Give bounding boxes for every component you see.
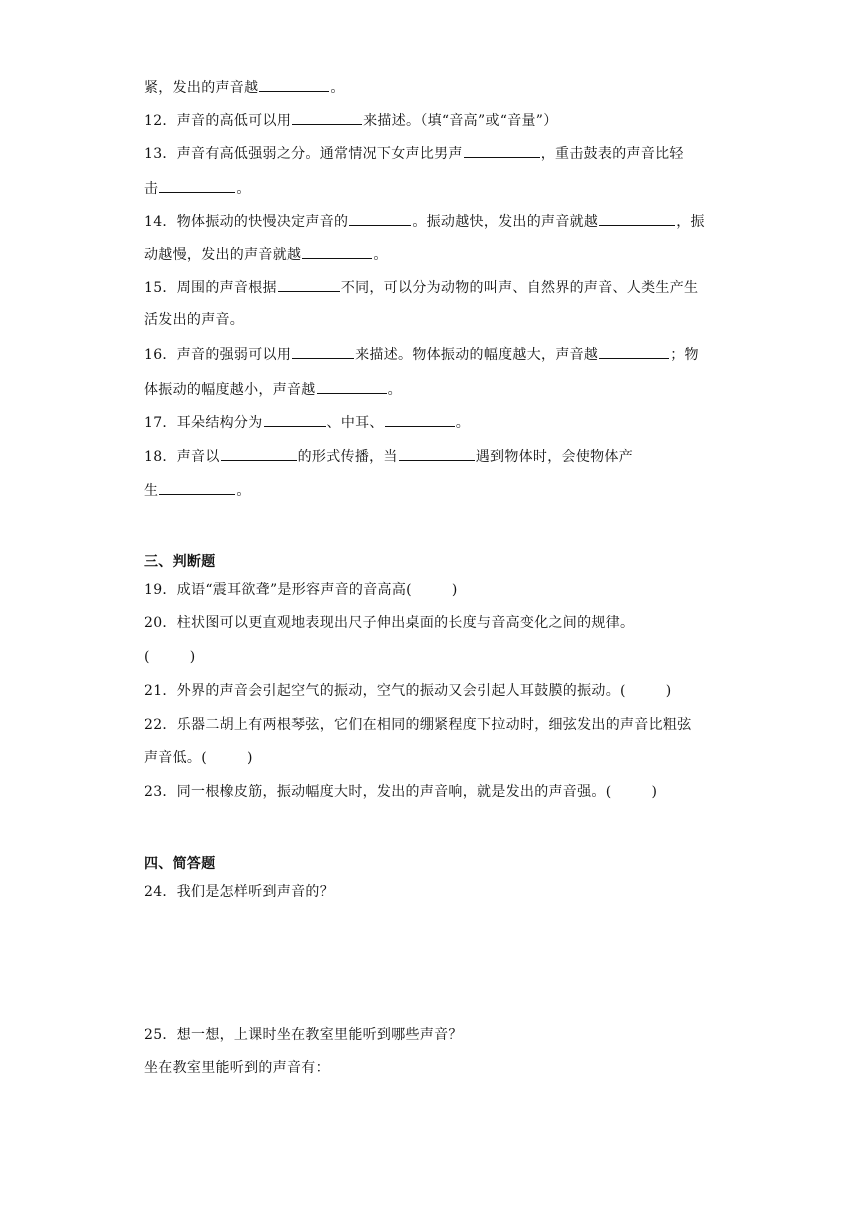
question-21 xyxy=(144,681,672,701)
q16-text-c: ；物 xyxy=(670,347,699,363)
question-13-line1 xyxy=(144,142,684,164)
q16-text-d: 体振动的幅度越小，声音越 xyxy=(144,382,316,398)
q21-text-a: 21．外界的声音会引起空气的振动，空气的振动又会引起人耳鼓膜的振动。( xyxy=(144,683,626,699)
question-22-line2 xyxy=(144,748,253,768)
question-19 xyxy=(144,580,458,600)
q14-text-d: 动越慢，发出的声音就越 xyxy=(144,247,302,263)
q13-text-a: 13．声音有高低强弱之分。通常情况下女声比男声 xyxy=(144,146,463,162)
answer-blank[interactable] xyxy=(159,177,235,193)
q18-text-e: 。 xyxy=(236,483,251,499)
question-16-line1 xyxy=(144,343,699,365)
answer-blank[interactable] xyxy=(292,343,354,359)
q22-text-c: ) xyxy=(246,750,253,766)
answer-blank[interactable] xyxy=(259,76,329,92)
q15-text-c: 活发出的声音。 xyxy=(144,312,245,328)
q18-text-c: 遇到物体时，会使物体产 xyxy=(475,449,634,465)
q22-text-b: 声音低。( xyxy=(144,750,207,766)
question-25-line1: 25．想一想，上课时坐在教室里能听到哪些声音？ xyxy=(144,1027,463,1043)
question-24: 24．我们是怎样听到声音的？ xyxy=(144,884,335,900)
question-25-line2: 坐在教室里能听到的声音有： xyxy=(144,1060,330,1076)
q18-text-b: 的形式传播，当 xyxy=(297,449,398,465)
question-15-line1 xyxy=(144,276,698,298)
question-16-line2 xyxy=(144,378,402,400)
answer-blank[interactable] xyxy=(264,411,326,427)
answer-blank[interactable] xyxy=(278,276,340,292)
q16-text-b: 来描述。物体振动的幅度越大，声音越 xyxy=(355,347,599,363)
q19-text-b: ) xyxy=(451,582,458,598)
q18-text-a: 18．声音以 xyxy=(144,449,220,465)
q20-text-a: 20．柱状图可以更直观地表现出尺子伸出桌面的长度与音高变化之间的规律。 xyxy=(144,615,635,631)
question-18-line2 xyxy=(144,479,251,501)
q23-text-b: ) xyxy=(651,784,658,800)
answer-blank[interactable] xyxy=(464,142,540,158)
answer-blank[interactable] xyxy=(385,411,455,427)
q12-text-b: 来描述。（填“音高”或“音量”） xyxy=(363,113,558,129)
q14-text-b: 。振动越快，发出的声音就越 xyxy=(412,214,599,230)
q15-text-a: 15．周围的声音根据 xyxy=(144,280,277,296)
q13-text-c: 击 xyxy=(144,181,159,197)
q16-text-e: 。 xyxy=(387,382,402,398)
section-heading-judgement: 三、判断题 xyxy=(144,554,216,570)
q23-text-a: 23．同一根橡皮筋，振动幅度大时，发出的声音响，就是发出的声音强。( xyxy=(144,784,612,800)
question-20-line1 xyxy=(144,613,634,633)
q21-text-b: ) xyxy=(665,683,672,699)
q11-end: 。 xyxy=(330,80,345,96)
answer-blank[interactable] xyxy=(159,479,235,495)
q12-text-a: 12．声音的高低可以用 xyxy=(144,113,292,129)
answer-blank[interactable] xyxy=(599,210,675,226)
q19-text-a: 19．成语“震耳欲聋”是形容声音的音高高( xyxy=(144,582,412,598)
question-23 xyxy=(144,782,657,802)
q18-text-d: 生 xyxy=(144,483,159,499)
q20-text-c: ) xyxy=(189,649,196,665)
question-14-line1 xyxy=(144,210,705,232)
answer-blank[interactable] xyxy=(599,343,669,359)
question-15-line2 xyxy=(144,310,244,330)
q22-text-a: 22．乐器二胡上有两根琴弦，它们在相同的绷紧程度下拉动时，细弦发出的声音比粗弦 xyxy=(144,717,692,733)
q14-text-c: ，振 xyxy=(676,214,705,230)
q13-text-b: ，重击鼓表的声音比轻 xyxy=(540,146,684,162)
q14-text-e: 。 xyxy=(373,247,388,263)
section-heading-short-answer: 四、简答题 xyxy=(144,856,216,872)
answer-blank[interactable] xyxy=(221,445,297,461)
q17-text-a: 17．耳朵结构分为 xyxy=(144,415,263,431)
question-14-line2 xyxy=(144,243,388,265)
question-13-line2 xyxy=(144,177,251,199)
q14-text-a: 14．物体振动的快慢决定声音的 xyxy=(144,214,349,230)
question-20-line2 xyxy=(144,647,196,667)
q11-text: 紧，发出的声音越 xyxy=(144,80,259,96)
q13-text-d: 。 xyxy=(236,181,251,197)
q17-text-c: 。 xyxy=(455,415,471,431)
question-17 xyxy=(144,411,470,433)
q11-continuation xyxy=(144,76,345,98)
question-12 xyxy=(144,109,558,131)
q17-text-b: 、中耳、 xyxy=(326,415,384,431)
answer-blank[interactable] xyxy=(317,378,387,394)
answer-blank[interactable] xyxy=(399,445,475,461)
q15-text-b: 不同，可以分为动物的叫声、自然界的声音、人类生产生 xyxy=(340,280,699,296)
q16-text-a: 16．声音的强弱可以用 xyxy=(144,347,292,363)
answer-blank[interactable] xyxy=(292,109,362,125)
q20-text-b: ( xyxy=(144,649,150,665)
question-18-line1 xyxy=(144,445,633,467)
answer-blank[interactable] xyxy=(349,210,411,226)
question-22-line1 xyxy=(144,715,692,735)
answer-blank[interactable] xyxy=(302,243,372,259)
